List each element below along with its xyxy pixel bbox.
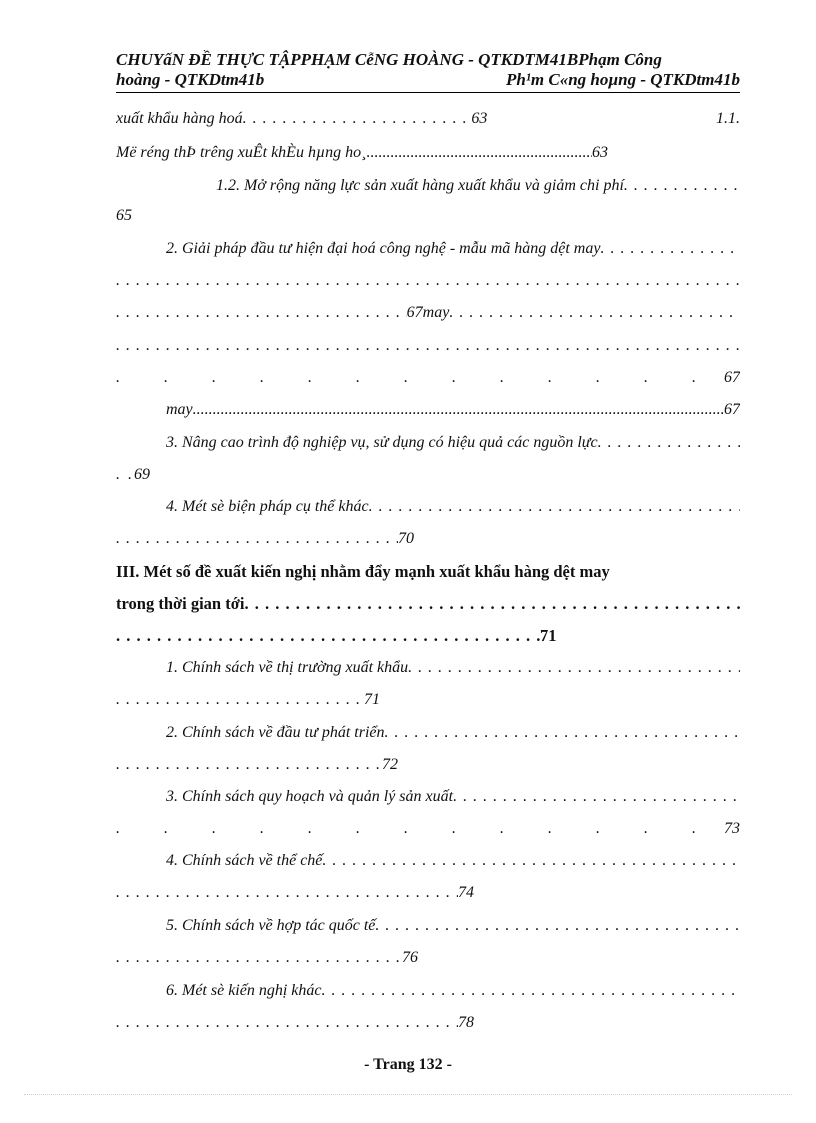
page-break-divider [24, 1094, 792, 1095]
toc-entry-page: 73 [724, 820, 740, 837]
toc-entry-text: 3. Nâng cao trình độ nghiệp vụ, sử dụng có hiệu quả các nguồn lực [166, 434, 598, 451]
toc-entry[interactable] [116, 108, 740, 130]
toc-entry-page: 67 [724, 369, 740, 386]
toc-entry-text: may [166, 401, 193, 418]
toc-entry[interactable] [116, 142, 608, 164]
dot-leader [116, 689, 364, 711]
toc-entry[interactable] [166, 399, 740, 421]
toc-entry-text: 1.2. Mở rộng năng lực sản xuất hàng xuất khẩu và giảm chi phí [216, 177, 624, 194]
toc-entry-text: 4. Chính sách về thể chế [166, 852, 323, 869]
toc-entry-continuation [116, 818, 740, 840]
toc-entry-continuation [116, 689, 740, 711]
dot-leader [369, 496, 740, 518]
toc-entry-continuation [116, 947, 740, 969]
dot-leader [449, 302, 740, 324]
dot-leader [598, 432, 740, 454]
toc-entry-continuation [116, 882, 740, 904]
dot-leader [116, 882, 458, 904]
toc-entry-text: 5. Chính sách về hợp tác quốc tế [166, 917, 376, 934]
toc-entry-text: Më réng thÞ trêng xuÊt khÈu hµng ho¸ [116, 144, 367, 161]
dot-leader [244, 593, 740, 615]
dot-leader [322, 980, 741, 1002]
toc-entry[interactable] [166, 657, 740, 679]
dot-leader [243, 108, 472, 130]
dot-leader-line [116, 335, 740, 357]
toc-entry[interactable] [166, 238, 740, 260]
dot-leader [408, 657, 740, 679]
header-line-2 [116, 70, 740, 90]
toc-entry-page: 67may [406, 304, 450, 321]
toc-entry-page: 71 [540, 626, 557, 645]
toc-entry-text: trong thời gian tới [116, 594, 245, 613]
toc-entry[interactable] [166, 786, 740, 808]
toc-entry-text: xuất khẩu hàng hoá [116, 110, 243, 127]
dot-leader [116, 528, 398, 550]
toc-entry-continuation [116, 1012, 740, 1034]
toc-entry-continuation [116, 528, 740, 550]
dot-leader [116, 818, 724, 840]
dot-leader [384, 722, 740, 744]
toc-entry[interactable] [166, 496, 740, 518]
dot-leader [193, 399, 724, 421]
dot-leader-line [116, 270, 740, 292]
toc-entry-text: 2. Chính sách về đầu tư phát triển [166, 724, 385, 741]
page-header [116, 50, 740, 93]
dot-leader [116, 947, 402, 969]
toc-entry-page: 72 [382, 756, 398, 773]
dot-leader [624, 175, 740, 197]
dot-leader [116, 754, 382, 776]
toc-entry-page: 71 [364, 691, 380, 708]
toc-entry[interactable] [166, 432, 740, 454]
dot-leader [116, 302, 407, 324]
toc-entry-continuation [116, 302, 740, 324]
dot-leader: . . [116, 466, 134, 483]
dot-leader [453, 786, 740, 808]
toc-entry-page: 74 [458, 884, 474, 901]
toc-entry[interactable] [216, 175, 740, 197]
toc-entry-continuation [116, 754, 740, 776]
toc-entry-page: 78 [458, 1014, 474, 1031]
header-author-right: Ph¹m C«ng hoµng - QTKDtm41b [505, 70, 740, 89]
toc-entry-text: III. Mét số đề xuất kiến nghị nhằm đẩy mạnh xuất khẩu hàng dệt may [116, 562, 610, 581]
toc-entry-page: 63 [592, 144, 608, 161]
toc-entry-text: 6. Mét sè kiến nghị khác [166, 982, 322, 999]
toc-entry-continuation [116, 367, 740, 389]
toc-entry-continuation [116, 464, 740, 486]
toc-entry-page: 76 [402, 949, 418, 966]
dot-leader [116, 270, 740, 292]
dot-leader [600, 238, 740, 260]
dot-leader [116, 335, 740, 357]
toc-entry-text: 2. Giải pháp đầu tư hiện đại hoá công nghệ - mẫu mã hàng dệt may [166, 240, 601, 257]
toc-entry-page: 67 [724, 401, 740, 418]
header-title: CHUYấN ĐỀ THỰC TẬPPHẠM CễNG HOÀNG - QTKDTM41BPhạm Công [116, 50, 662, 69]
toc-entry-text: 4. Mét sè biện pháp cụ thể khác [166, 498, 369, 515]
toc-entry-page: 70 [398, 530, 414, 547]
toc-section-heading-continued [116, 593, 740, 615]
toc-entry-text: 3. Chính sách quy hoạch và quản lý sản xuất [166, 788, 454, 805]
dot-leader [375, 915, 740, 937]
dot-leader [116, 625, 540, 647]
toc-next-number: 1.1. [716, 110, 740, 127]
toc-entry-text: 1. Chính sách về thị trường xuất khẩu [166, 659, 409, 676]
toc-entry-page: 69 [134, 466, 150, 483]
toc-entry[interactable] [166, 980, 740, 1002]
toc-entry[interactable] [166, 722, 740, 744]
toc-entry-continuation [116, 625, 740, 647]
toc-entry[interactable] [166, 915, 740, 937]
dot-leader [116, 1012, 458, 1034]
dot-leader [116, 367, 724, 389]
toc-entry-page: 65 [116, 207, 132, 224]
header-author-left: hoàng - QTKDtm41b [116, 70, 265, 89]
dot-leader [322, 850, 740, 872]
header-line-1 [116, 50, 740, 70]
toc-entry[interactable] [166, 850, 740, 872]
page-number-footer: - Trang 132 - [364, 1056, 452, 1073]
dot-leader [367, 142, 593, 164]
toc-section-heading[interactable] [116, 561, 740, 583]
toc-entry-page: 63 [471, 110, 488, 127]
